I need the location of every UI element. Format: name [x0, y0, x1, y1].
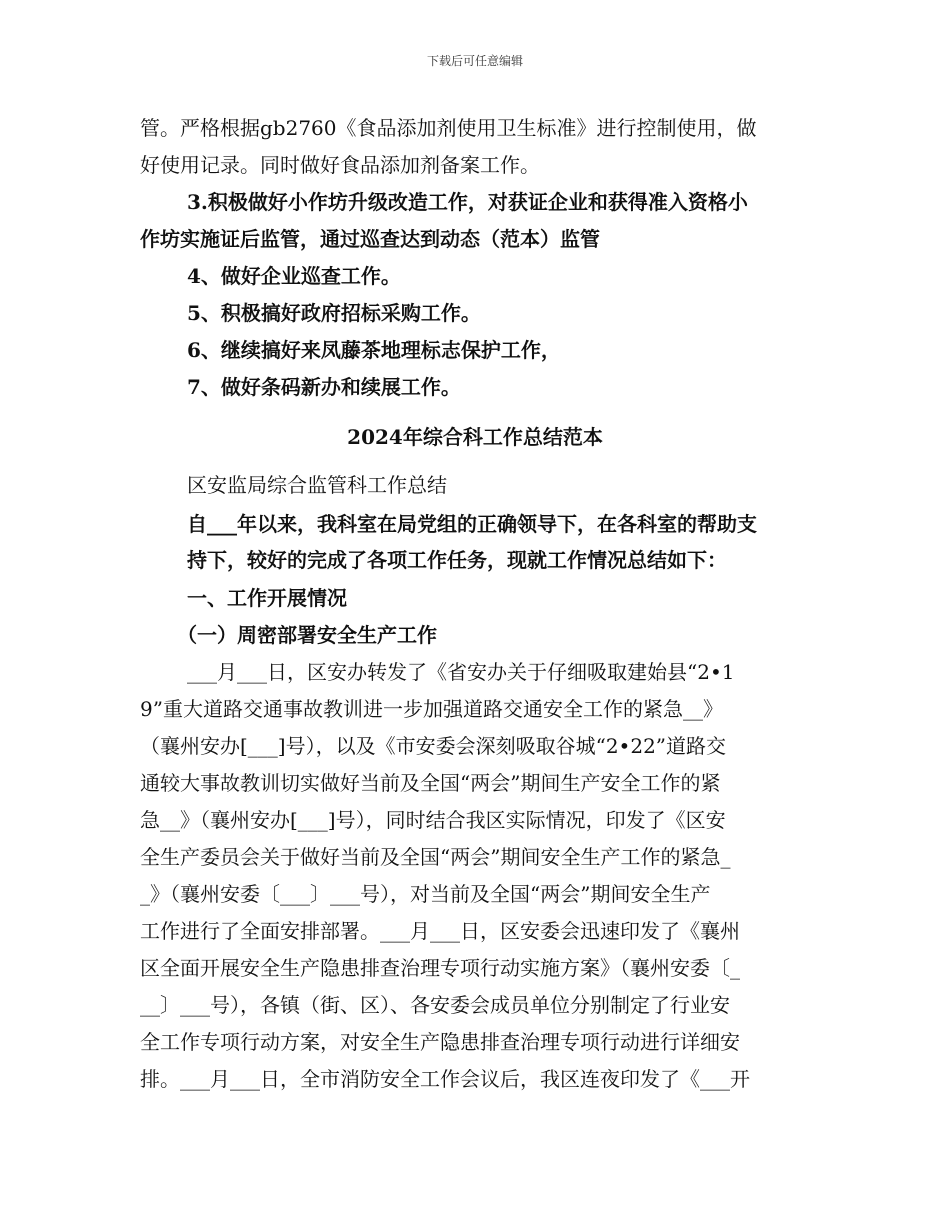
list-item-6: 6、继续搞好来凤藤茶地理标志保护工作， [187, 338, 561, 362]
paragraph-line: 9”重大道路交通事故教训进一步加强道路交通安全工作的紧急__》 [140, 697, 723, 721]
paragraph-line: 通较大事故教训切实做好当前及全国“两会”期间生产安全工作的紧 [140, 771, 721, 795]
intro-line: 自___年以来，我科室在局党组的正确领导下，在各科室的帮助支 [187, 512, 757, 536]
paragraph-line: 全工作专项行动方案，对安全生产隐患排查治理专项行动进行详细安 [140, 1030, 740, 1054]
paragraph-line: 管。严格根据gb2760《食品添加剂使用卫生标准》进行控制使用，做 [140, 116, 757, 140]
paragraph-line: 急__》（襄州安办[___]号），同时结合我区实际情况，印发了《区安 [140, 808, 726, 832]
section-heading: 一、工作开展情况 [187, 586, 347, 610]
list-item-3-line: 3.积极做好小作坊升级改造工作，对获证企业和获得准入资格小 [187, 190, 748, 214]
paragraph-line: 全生产委员会关于做好当前及全国“两会”期间安全生产工作的紧急_ [140, 845, 731, 869]
paragraph-line: 好使用记录。同时做好食品添加剂备案工作。 [140, 153, 540, 177]
list-item-3-line: 作坊实施证后监管，通过巡查达到动态（范本）监管 [140, 227, 600, 251]
paragraph-line: 工作进行了全面安排部署。___月___日，区安委会迅速印发了《襄州 [140, 919, 740, 943]
paragraph-line: __〕___号），各镇（街、区）、各安委会成员单位分别制定了行业安 [140, 993, 730, 1017]
subsection-heading: （一）周密部署安全生产工作 [177, 623, 437, 647]
paragraph-line: （襄州安办[___]号），以及《市安委会深刻吸取谷城“2•22”道路交 [140, 734, 727, 758]
subtitle: 区安监局综合监管科工作总结 [187, 473, 447, 497]
document-title: 2024年综合科工作总结范本 [347, 425, 603, 449]
list-item-5: 5、积极搞好政府招标采购工作。 [187, 301, 481, 325]
paragraph-line: 区全面开展安全生产隐患排查治理专项行动实施方案》（襄州安委〔_ [140, 956, 740, 980]
list-item-7: 7、做好条码新办和续展工作。 [187, 375, 461, 399]
list-item-4: 4、做好企业巡查工作。 [187, 264, 401, 288]
intro-line: 持下，较好的完成了各项工作任务，现就工作情况总结如下： [187, 548, 727, 572]
page-header: 下载后可任意编辑 [426, 54, 523, 68]
paragraph-line: ___月___日，区安办转发了《省安办关于仔细吸取建始县“2•1 [187, 660, 735, 684]
paragraph-line: 排。___月___日，全市消防安全工作会议后，我区连夜印发了《___开 [140, 1067, 750, 1091]
paragraph-line: _》（襄州安委〔___〕___号），对当前及全国“两会”期间安全生产 [140, 882, 711, 906]
